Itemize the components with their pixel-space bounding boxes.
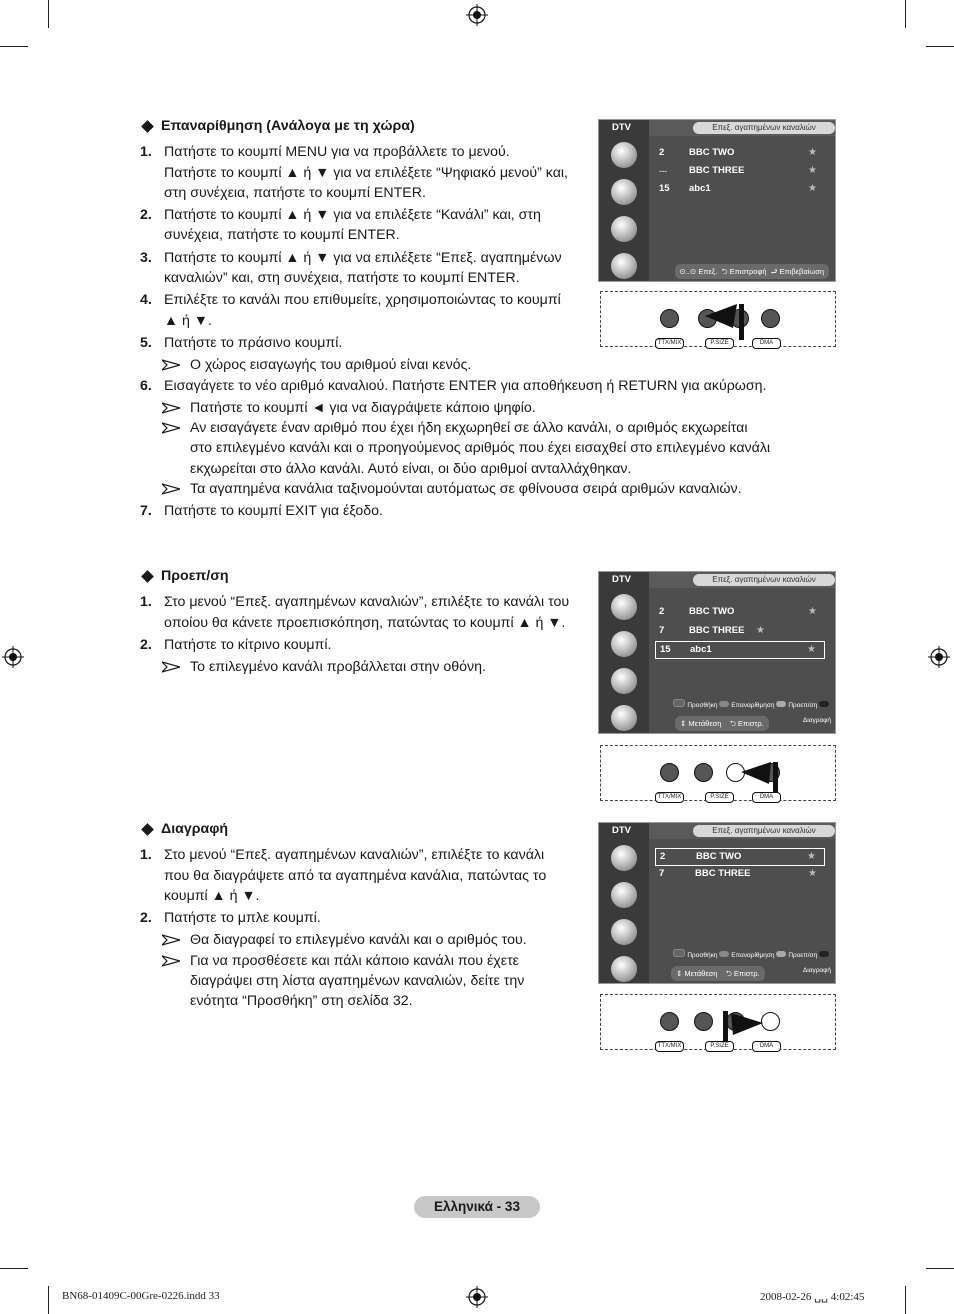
tv-screen-renumber: DTV Επεξ. αγαπημένων καναλιών 2 BBC TWO ★ .... BBC THREE ★ 15 abc1 ★ ⊙..⊙ Επεξ. ⮌ Επιστροφή ⮐ Επιβεβαίωση bbox=[598, 119, 836, 282]
note: Πατήστε το κουμπί ◄ για να διαγράψετε κάποιο ψηφίο. bbox=[140, 398, 820, 418]
color-legend: Προσθήκη Επαναρίθμηση Προεπ/ση Διαγραφή bbox=[649, 948, 835, 963]
sound-menu-icon bbox=[611, 882, 637, 908]
section-title: Επαναρίθμηση (Ανάλογα με τη χώρα) bbox=[140, 116, 820, 136]
blue-button bbox=[761, 309, 780, 328]
green-key-icon bbox=[719, 701, 729, 707]
ttx-mix-key: TTX/MIX bbox=[655, 792, 684, 803]
screen-bottom-bar: ⊙..⊙ Επεξ. ⮌ Επιστροφή ⮐ Επιβεβαίωση bbox=[649, 264, 835, 279]
red-button bbox=[660, 309, 679, 328]
note-arrow-icon bbox=[162, 934, 180, 946]
step: 1. Στο μενού “Επεξ. αγαπημένων καναλιών”, επιλέξτε το κανάλι του οποίου θα κάνετε προεπισκόπηση, πατώντας το κουμπί ▲ ή ▼. bbox=[140, 594, 570, 631]
step: 5. Πατήστε το πράσινο κουμπί. bbox=[140, 334, 343, 351]
note-line: στο επιλεγμένο κανάλι και ο προηγούμενος αριθμός που έχει εισαχθεί στο επιλεγμένο κανάλι bbox=[190, 440, 771, 457]
section-title: Προεπ/ση bbox=[140, 566, 820, 586]
star-icon: ★ bbox=[807, 851, 816, 862]
sound-menu-icon bbox=[611, 179, 637, 205]
red-key-icon bbox=[673, 699, 685, 707]
star-icon: ★ bbox=[756, 625, 765, 636]
registration-mark-bottom bbox=[466, 1286, 488, 1308]
note bbox=[140, 418, 820, 479]
channel-menu-icon bbox=[611, 216, 637, 242]
screen-bottom-bar: ⇕ Μετάθεση ⮌ Επιστρ. bbox=[649, 966, 835, 981]
registration-mark-right bbox=[928, 646, 950, 668]
diamond-bullet-icon bbox=[141, 120, 154, 133]
menu-icon-column bbox=[599, 839, 649, 983]
note-arrow-icon bbox=[162, 359, 180, 371]
remote-illustration-green bbox=[600, 291, 836, 347]
blue-key-icon bbox=[819, 701, 829, 707]
tv-screen-preview: DTV Επεξ. αγαπημένων καναλιών 2 BBC TWO ★ 7 BBC THREE ★ 15 abc1 ★ Προσθήκη Επαναρίθμηση Προεπ/ση Διαγραφή ⇕ Μετάθεση ⮌ Επιστρ. bbox=[598, 571, 836, 734]
star-icon: ★ bbox=[808, 147, 817, 158]
star-icon: ★ bbox=[808, 183, 817, 194]
note: Ο χώρος εισαγωγής του αριθμού είναι κενός. bbox=[140, 355, 820, 375]
footer-timestamp: 2008-02-26 ␣␣ 4:02:45 bbox=[760, 1291, 865, 1303]
dma-key: DMA bbox=[752, 792, 781, 803]
green-button bbox=[694, 1012, 713, 1031]
step: 1. Πατήστε το κουμπί MENU για να προβάλλετε το μενού. Πατήστε το κουμπί ▲ ή ▼ για να επιλέξετε “Ψηφιακό μενού” και, στη συνέχεια, πατήστε το κουμπί ENTER. bbox=[140, 144, 568, 201]
setup-menu-icon bbox=[611, 956, 637, 982]
menu-icon-column bbox=[599, 588, 649, 733]
diamond-bullet-icon bbox=[141, 570, 154, 583]
note-line: εκχωρείται στο άλλο κανάλι. Αυτό είναι, οι δύο αριθμοί ανταλλάχθηκαν. bbox=[190, 460, 632, 477]
channel-row-selected[interactable]: .... BBC THREE ★ bbox=[655, 163, 825, 179]
step: 3. Πατήστε το κουμπί ▲ ή ▼ για να επιλέξετε “Επεξ. αγαπημένων καναλιών” και, στη συνέχεια, πατήστε το κουμπί ENTER. bbox=[140, 249, 562, 287]
step: 2. Πατήστε το κίτρινο κουμπί. bbox=[140, 636, 332, 653]
note-line: Για να προσθέσετε και πάλι κάποιο κανάλι που έχετε bbox=[190, 952, 519, 969]
note-line: διαγράψει στη λίστα αγαπημένων καναλιών, δείτε την bbox=[190, 973, 525, 990]
diamond-bullet-icon bbox=[141, 823, 154, 836]
channel-row[interactable]: 15 abc1 ★ bbox=[655, 181, 825, 197]
note: Το επιλεγμένο κανάλι προβάλλεται στην οθόνη. bbox=[140, 657, 820, 677]
note: Τα αγαπημένα κανάλια ταξινομούνται αυτόματως σε φθίνουσα σειρά αριθμών καναλιών. bbox=[140, 479, 820, 499]
note-arrow-icon bbox=[162, 483, 180, 495]
red-button bbox=[660, 1012, 679, 1031]
menu-icon-column bbox=[599, 136, 649, 281]
star-icon: ★ bbox=[807, 644, 816, 655]
picture-menu-icon bbox=[611, 142, 637, 168]
note-line: Αν εισαγάγετε έναν αριθμό που έχει ήδη εκχωρηθεί σε άλλο κανάλι, ο αριθμός εκχωρείται bbox=[190, 420, 748, 437]
picture-menu-icon bbox=[611, 594, 637, 620]
green-key-icon bbox=[719, 951, 729, 957]
dma-key: DMA bbox=[752, 338, 781, 349]
step: 6. Εισαγάγετε το νέο αριθμό καναλιού. Πατήστε ENTER για αποθήκευση ή RETURN για ακύρωση. bbox=[140, 377, 767, 394]
step: 1. Στο μενού “Επεξ. αγαπημένων καναλιών”, επιλέξτε το κανάλι που θα διαγράψετε από τα αγαπημένα κανάλια, πατώντας το κουμπί ▲ ή ▼. bbox=[140, 847, 547, 904]
yellow-key-icon bbox=[776, 701, 786, 707]
screen-bottom-bar: ⇕ Μετάθεση ⮌ Επιστρ. bbox=[649, 716, 835, 731]
color-legend: Προσθήκη Επαναρίθμηση Προεπ/ση Διαγραφή bbox=[649, 698, 835, 713]
ttx-mix-key: TTX/MIX bbox=[655, 1041, 684, 1052]
star-icon: ★ bbox=[808, 606, 817, 617]
yellow-key-icon bbox=[776, 951, 786, 957]
psize-key: P.SIZE bbox=[705, 338, 734, 349]
page-number: Ελληνικά - 33 bbox=[414, 1196, 540, 1218]
remote-illustration-blue bbox=[600, 994, 836, 1050]
channel-row-selected[interactable]: 2 BBC TWO ★ bbox=[655, 848, 825, 866]
section-title: Διαγραφή bbox=[140, 819, 820, 839]
green-button bbox=[694, 763, 713, 782]
sound-menu-icon bbox=[611, 631, 637, 657]
ttx-mix-key: TTX/MIX bbox=[655, 338, 684, 349]
red-key-icon bbox=[673, 949, 685, 957]
step: 7. Πατήστε το κουμπί EXIT για έξοδο. bbox=[140, 503, 383, 520]
channel-menu-icon bbox=[611, 919, 637, 945]
channel-row-selected[interactable]: 15 abc1 ★ bbox=[655, 641, 825, 659]
pointer-arrow-icon bbox=[703, 302, 747, 342]
note-arrow-icon bbox=[162, 422, 180, 434]
setup-menu-icon bbox=[611, 253, 637, 279]
star-icon: ★ bbox=[808, 868, 817, 879]
note-line: ενότητα “Προσθήκη” στη σελίδα 32. bbox=[190, 993, 413, 1010]
star-icon: ★ bbox=[808, 165, 817, 176]
note-arrow-icon bbox=[162, 955, 180, 967]
channel-row[interactable]: 7 BBC THREE ★ bbox=[655, 623, 825, 639]
step: 2. Πατήστε το μπλε κουμπί. bbox=[140, 910, 321, 927]
tv-screen-delete: DTV Επεξ. αγαπημένων καναλιών 2 BBC TWO ★ 7 BBC THREE ★ Προσθήκη Επαναρίθμηση Προεπ/ση Διαγραφή ⇕ Μετάθεση ⮌ Επιστρ. bbox=[598, 822, 836, 984]
channel-row[interactable]: 2 BBC TWO ★ bbox=[655, 145, 825, 161]
channel-menu-icon bbox=[611, 668, 637, 694]
blue-key-icon bbox=[819, 951, 829, 957]
remote-illustration-yellow bbox=[600, 745, 836, 801]
step: 4. Επιλέξτε το κανάλι που επιθυμείτε, χρησιμοποιώντας το κουμπί ▲ ή ▼. bbox=[140, 292, 561, 329]
channel-row[interactable]: 2 BBC TWO ★ bbox=[655, 604, 825, 620]
red-button bbox=[660, 763, 679, 782]
note: Θα διαγραφεί το επιλεγμένο κανάλι και ο αριθμός του. bbox=[140, 930, 820, 950]
note-arrow-icon bbox=[162, 661, 180, 673]
registration-mark-top bbox=[466, 4, 488, 26]
setup-menu-icon bbox=[611, 705, 637, 731]
psize-key: P.SIZE bbox=[705, 792, 734, 803]
picture-menu-icon bbox=[611, 845, 637, 871]
registration-mark-left bbox=[2, 646, 24, 668]
note-arrow-icon bbox=[162, 402, 180, 414]
step: 2. Πατήστε το κουμπί ▲ ή ▼ για να επιλέξετε “Κανάλι” και, στη συνέχεια, πατήστε το κουμπί ENTER. bbox=[140, 207, 541, 244]
footer-file: BN68-01409C-00Gre-0226.indd 33 bbox=[62, 1290, 220, 1302]
dma-key: DMA bbox=[752, 1041, 781, 1052]
psize-key: P.SIZE bbox=[705, 1041, 734, 1052]
channel-row[interactable]: 7 BBC THREE ★ bbox=[655, 866, 825, 882]
